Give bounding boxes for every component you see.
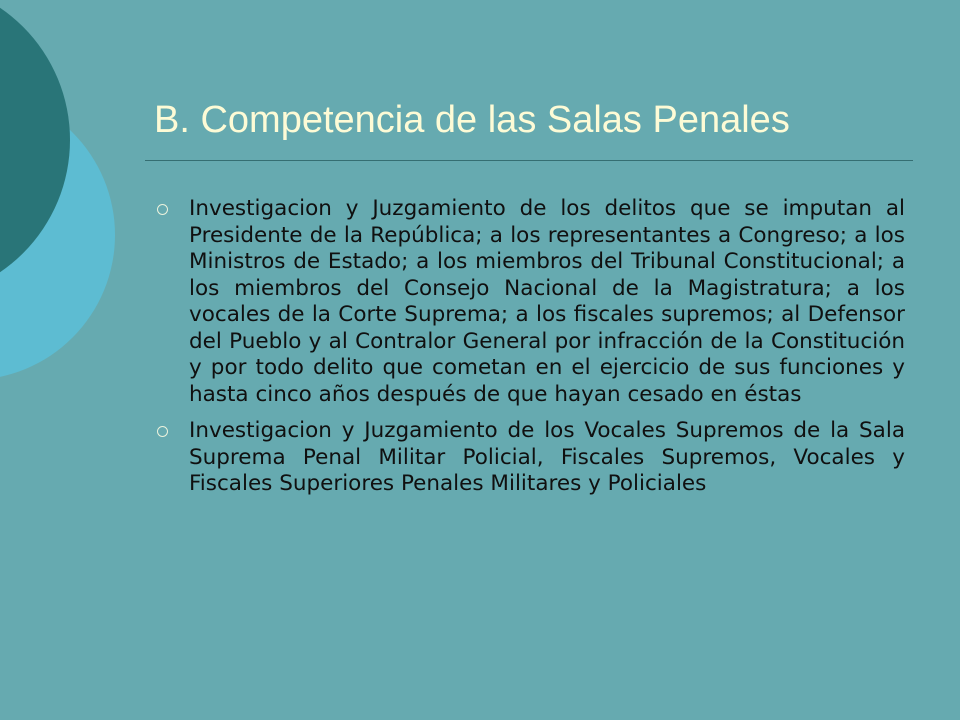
bullet-text: Investigacion y Juzgamiento de los Vocales Supremos de la Sala Suprema Penal Militar Policial, Fiscales Supremos, Vocales y Fiscales Superiores Penales Militares y Policiales bbox=[189, 418, 905, 496]
ring-bullet-icon bbox=[157, 426, 168, 437]
title-divider bbox=[145, 160, 913, 161]
ring-bullet-icon bbox=[157, 204, 168, 215]
bullet-text: Investigacion y Juzgamiento de los delitos que se imputan al Presidente de la República; a los representantes a Congreso; a los Ministros de Estado; a los miembros del Tribunal Constitucional; a los miembros del Consejo Nacional de la Magistratura; a los vocales de la Corte Suprema; a los fiscales supremos; al Defensor del Pueblo y al Contralor General por infracción de la Constitución y por todo delito que cometan en el ejercicio de sus funciones y hasta cinco años después de que hayan cesado en éstas bbox=[189, 196, 905, 407]
bullet-item bbox=[155, 418, 905, 498]
bullet-item bbox=[155, 196, 905, 408]
slide-title: B. Competencia de las Salas Penales bbox=[154, 99, 790, 141]
bullet-list bbox=[155, 196, 905, 508]
